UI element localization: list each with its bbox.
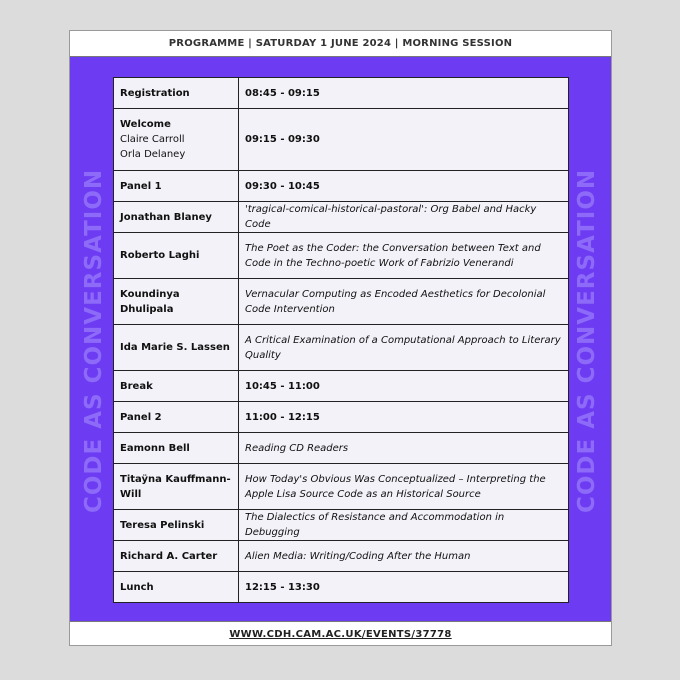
row-name: Koundinya Dhulipala [114, 279, 239, 325]
row-name: Welcome [120, 119, 171, 130]
talk-title: The Poet as the Coder: the Conversation between Text and Code in the Techno-poetic Work of Fabrizio Venerandi [239, 233, 569, 279]
row-time: 11:00 - 12:15 [239, 402, 569, 433]
speaker-name: Claire Carroll [120, 134, 185, 145]
row-time: 10:45 - 11:00 [239, 371, 569, 402]
talk-title: 'tragical-comical-historical-pastoral': Org Babel and Hacky Code [239, 202, 569, 233]
purple-panel [70, 57, 611, 621]
talk-title: Reading CD Readers [239, 433, 569, 464]
table-row [114, 202, 569, 233]
row-name: Panel 1 [114, 171, 239, 202]
talk-title: How Today's Obvious Was Conceptualized – Interpreting the Apple Lisa Source Code as an Historical Source [239, 464, 569, 510]
row-name-cell [114, 109, 239, 171]
table-row [114, 572, 569, 603]
schedule-table [113, 77, 569, 603]
talk-title: Alien Media: Writing/Coding After the Human [239, 541, 569, 572]
table-row [114, 541, 569, 572]
row-name: Lunch [114, 572, 239, 603]
row-name: Registration [114, 78, 239, 109]
table-row [114, 433, 569, 464]
table-row [114, 109, 569, 171]
row-time: 12:15 - 13:30 [239, 572, 569, 603]
table-row [114, 171, 569, 202]
side-text-right: CODE AS CONVERSATION [574, 168, 600, 513]
row-name: Titaÿna Kauffmann-Will [114, 464, 239, 510]
talk-title: The Dialectics of Resistance and Accommodation in Debugging [239, 510, 569, 541]
row-name: Richard A. Carter [114, 541, 239, 572]
page-header: PROGRAMME | SATURDAY 1 JUNE 2024 | MORNING SESSION [70, 31, 611, 57]
row-name: Eamonn Bell [114, 433, 239, 464]
table-row [114, 325, 569, 371]
programme-card [69, 30, 612, 646]
row-name: Panel 2 [114, 402, 239, 433]
row-name: Break [114, 371, 239, 402]
table-row [114, 402, 569, 433]
row-name: Roberto Laghi [114, 233, 239, 279]
table-row [114, 464, 569, 510]
events-link[interactable]: WWW.CDH.CAM.AC.UK/EVENTS/37778 [70, 621, 611, 646]
table-row [114, 233, 569, 279]
row-time: 08:45 - 09:15 [239, 78, 569, 109]
row-time: 09:30 - 10:45 [239, 171, 569, 202]
speaker-name: Orla Delaney [120, 149, 186, 160]
table-row [114, 371, 569, 402]
side-text-left: CODE AS CONVERSATION [81, 168, 107, 513]
row-name: Jonathan Blaney [114, 202, 239, 233]
talk-title: A Critical Examination of a Computational Approach to Literary Quality [239, 325, 569, 371]
table-row [114, 279, 569, 325]
table-row [114, 78, 569, 109]
table-row [114, 510, 569, 541]
row-name: Teresa Pelinski [114, 510, 239, 541]
row-time: 09:15 - 09:30 [239, 109, 569, 171]
talk-title: Vernacular Computing as Encoded Aesthetics for Decolonial Code Intervention [239, 279, 569, 325]
row-name: Ida Marie S. Lassen [114, 325, 239, 371]
